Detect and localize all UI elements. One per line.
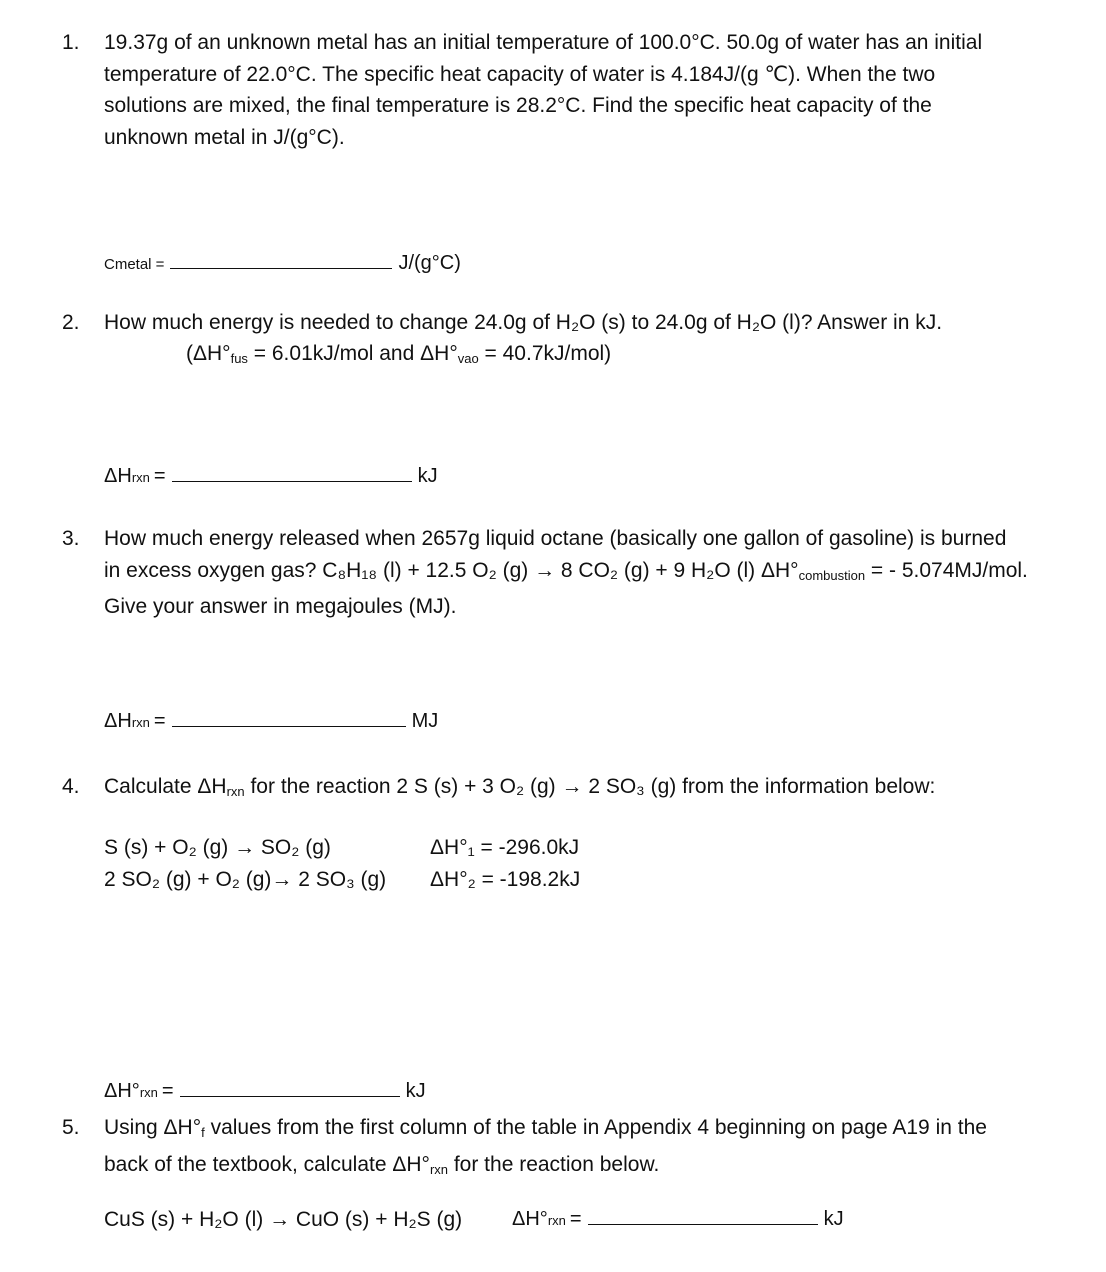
question-line: solutions are mixed, the final temperature is 28.2°C. Find the specific heat capacity of the (104, 94, 932, 117)
text-fragment: (ΔH° (186, 342, 231, 365)
text-fragment: values from the first column of the table in Appendix 4 beginning on page A19 in the (204, 1116, 987, 1139)
answer-unit: kJ (405, 1080, 426, 1102)
answer-blank[interactable] (172, 480, 412, 482)
text-fragment: = 40.7kJ/mol) (478, 342, 612, 365)
answer-row-5 (512, 1208, 844, 1231)
text-fragment: for the reaction below. (448, 1152, 660, 1176)
answer-unit: kJ (417, 465, 438, 487)
question-number: 3. (62, 527, 80, 550)
question-text (104, 771, 935, 808)
answer-blank[interactable] (172, 725, 406, 727)
question-line (104, 555, 1028, 592)
text-fragment: = 6.01kJ/mol and ΔH° (247, 342, 458, 365)
text-fragment: Calculate ΔH (104, 775, 227, 798)
equals-sign: = (153, 710, 166, 732)
given-equation-2: 2 SO₂ (g) + O₂ (g)→ 2 SO₃ (g) (104, 868, 387, 891)
question-number: 1. (62, 31, 80, 54)
question-number: 4. (62, 775, 80, 798)
question-number: 5. (62, 1116, 80, 1139)
question-line: How much energy released when 2657g liquid octane (basically one gallon of gasoline) is burned (104, 527, 1007, 550)
subscript: rxn (131, 715, 150, 730)
text-fragment: back of the textbook, calculate ΔH° (104, 1152, 430, 1176)
answer-label: ΔH (104, 465, 132, 487)
question-line: How much energy is needed to change 24.0g of H₂O (s) to 24.0g of H₂O (l)? Answer in kJ. (104, 311, 943, 334)
given-enthalpy-1: ΔH°₁ = -296.0kJ (430, 836, 580, 859)
answer-unit: MJ (411, 710, 439, 732)
question-number: 2. (62, 311, 80, 334)
subscript: rxn (131, 470, 150, 485)
subscript: fus (230, 351, 248, 366)
answer-blank[interactable] (180, 1095, 400, 1097)
equals-sign: = (161, 1080, 174, 1102)
subscript: rxn (139, 1085, 158, 1100)
answer-label: ΔH° (512, 1208, 548, 1230)
text-fragment: = - 5.074MJ/mol. (865, 558, 1028, 582)
answer-row-2 (104, 465, 438, 488)
question-line: 19.37g of an unknown metal has an initial temperature of 100.0°C. 50.0g of water has an initial (104, 31, 983, 54)
answer-label: ΔH (104, 710, 132, 732)
answer-label: Cmetal = (104, 256, 165, 273)
question-line (104, 1112, 987, 1149)
equals-sign: = (153, 465, 166, 487)
subscript: combustion (798, 567, 866, 583)
question-text (104, 523, 1028, 623)
subscript: rxn (547, 1213, 566, 1228)
question-line: unknown metal in J/(g°C). (104, 125, 345, 149)
subscript: rxn (226, 784, 245, 799)
answer-unit: J/(g°C) (398, 252, 461, 274)
answer-row-4 (104, 1080, 426, 1103)
question-text (104, 27, 982, 153)
enthalpy-values (186, 338, 611, 375)
subscript: f (201, 1125, 205, 1140)
given-enthalpy-2: ΔH°₂ = -198.2kJ (430, 868, 581, 891)
question-text (104, 1112, 987, 1185)
given-equation-1: S (s) + O₂ (g) → SO₂ (g) (104, 836, 331, 859)
question-line: Give your answer in megajoules (MJ). (104, 595, 457, 618)
answer-unit: kJ (823, 1208, 844, 1230)
subscript: vao (457, 351, 479, 366)
answer-label: ΔH° (104, 1080, 140, 1102)
answer-blank[interactable] (170, 267, 392, 269)
text-fragment: Using ΔH° (104, 1116, 202, 1139)
subscript: rxn (429, 1161, 448, 1177)
reaction-equation: CuS (s) + H₂O (l) → CuO (s) + H₂S (g) (104, 1208, 463, 1231)
question-line (104, 1149, 987, 1186)
text-fragment: for the reaction 2 S (s) + 3 O₂ (g) → 2 SO₃ (g) from the information below: (244, 775, 936, 798)
answer-row-3 (104, 710, 438, 733)
answer-row-1 (104, 252, 461, 275)
question-text (104, 307, 942, 339)
equals-sign: = (569, 1208, 582, 1230)
answer-blank[interactable] (588, 1223, 818, 1225)
question-line: temperature of 22.0°C. The specific heat capacity of water is 4.184J/(g ℃). When the two (104, 62, 936, 86)
text-fragment: in excess oxygen gas? C₈H₁₈ (l) + 12.5 O₂ (g) → 8 CO₂ (g) + 9 H₂O (l) ΔH° (104, 558, 799, 582)
